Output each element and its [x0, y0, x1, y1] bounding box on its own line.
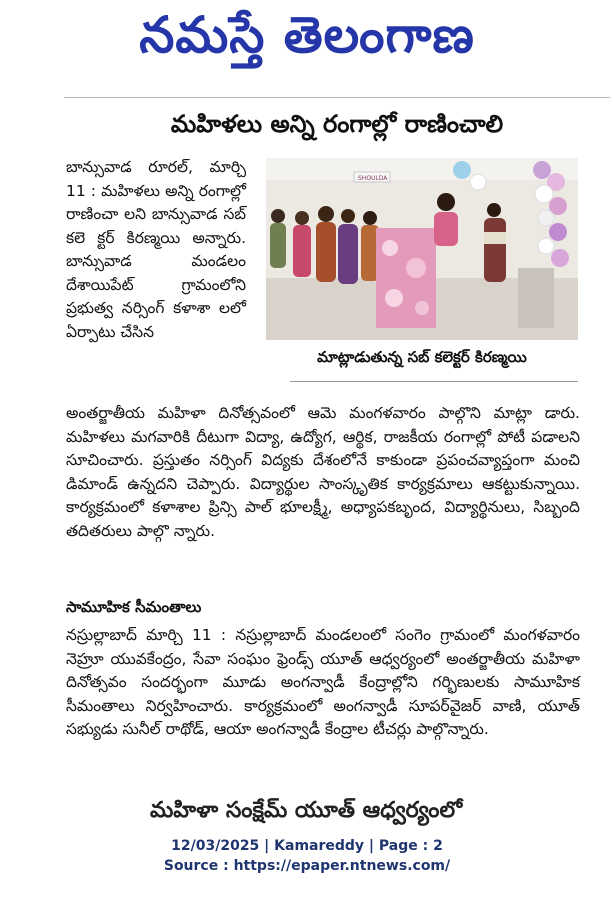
caption-divider: [290, 381, 578, 382]
photo-banner-text: SHOULDA: [358, 175, 388, 182]
second-article-subhead: సామూహిక సీమంతాలు: [66, 598, 202, 616]
article-body: అంతర్జాతీయ మహిళా దినోత్సవంలో ఆమె మంగళవారం పాల్గొని మాట్లా డారు. మహిళలు మగవారికి దీటుగా విద్యా, ఉద్యోగ, ఆర్థిక, రాజకీయ రంగాల్లో పోటీ పడాలని సూచించారు. ప్రస్తుతం నర్సింగ్ విద్యకు దేశంలోనే కాకుండా ప్రపంచవ్యాప్తంగా మంచి డిమాండ్ ఉన్నదని చెప్పారు. విద్యార్థుల సాంస్కృతిక కార్యక్రమాలు ఆకట్టుకున్నాయి. కార్యక్రమంలో కళాశాల ప్రిన్సి పాల్ భూలక్ష్మీ, అధ్యాపకబృంద, విద్యార్థినులు, సిబ్బంది తదితరులు పాల్గొ న్నారు.: [66, 404, 580, 540]
article-intro-column: బాన్సువాడ రూరల్, మార్చి 11 : మహిళలు అన్ని రంగాల్లో రాణించా లని బాన్సువాడ సబ్ కలె క్టర్ కిరణ్మయి అన్నారు. బాన్సువాడ మండలం దేశాయిపేట్ గ్రామంలోని ప్రభుత్వ నర్సింగ్ కళాశా లలో ఏర్పాటు చేసిన: [66, 158, 246, 341]
cut-off-headline: మహిళా సంక్షేమ్ యూత్ ఆధ్వర్యంలో: [150, 798, 463, 823]
article-headline: మహిళలు అన్ని రంగాల్లో రాణించాలి: [170, 110, 504, 138]
second-article-body: నస్రుల్లాబాద్ మార్చి 11 : నస్రుల్లాబాద్ మండలంలో సంగెం గ్రామంలో మంగళవారం నెహ్రూ యువకేంద్రం, సేవా సంఘం ఫ్రెండ్స్ యూత్ ఆధ్వర్యంలో అంతర్జాతీయ మహిళా దినోత్సవం సందర్భంగా మూడు అంగన్వాడీ కేంద్రాల్లోని గర్భిణులకు సామూహిక సీమంతాలు నిర్వహించారు. కార్యక్రమంలో అంగన్వాడీ సూపర్‌వైజర్ వాణి, యూత్ సభ్యుడు సునీల్ రాథోడ్, ఆయా అంగన్వాడీ కేంద్రాల టీచర్లు పాల్గొన్నారు.: [66, 626, 580, 738]
masthead: [0, 0, 614, 86]
footer-date-line: 12/03/2025 | Kamareddy | Page : 2: [171, 838, 443, 854]
footer-source-line: Source : https://epaper.ntnews.com/: [163, 858, 451, 874]
article-photo: [266, 158, 578, 340]
photo-caption: మాట్లాడుతున్న సబ్ కలెక్టర్ కిరణ్మయి: [317, 348, 527, 366]
newspaper-title: నమస్తే తెలంగాణ: [139, 6, 475, 64]
page-footer: [0, 836, 614, 876]
divider: [64, 97, 610, 98]
